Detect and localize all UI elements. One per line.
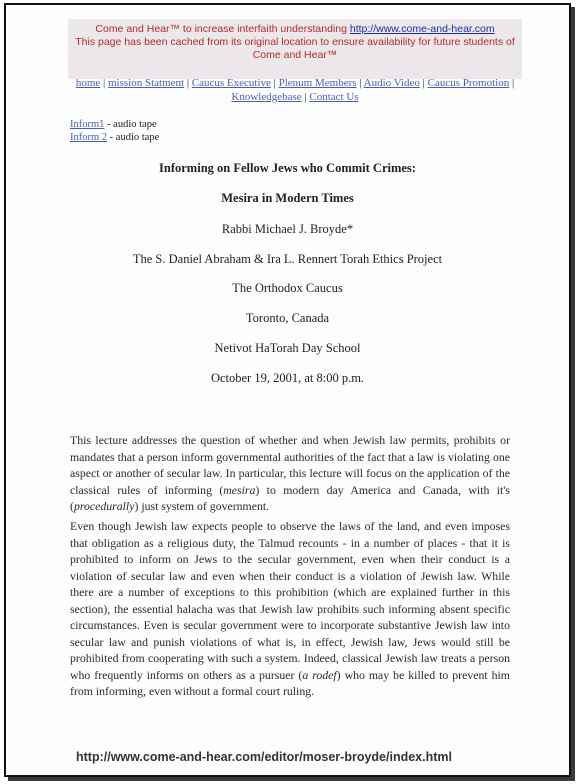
lecture-date: October 19, 2001, at 8:00 p.m. (210, 371, 365, 385)
audio-links (70, 118, 159, 144)
nav-plenum-members[interactable]: Plenum Members (278, 77, 357, 89)
nav-contact-us[interactable]: Contact Us (309, 91, 359, 103)
banner-link[interactable]: http://www.come-and-hear.com (349, 23, 495, 35)
text-run: ) just system of government. (134, 499, 270, 513)
banner-line-1 (68, 23, 522, 36)
lecture-title: Informing on Fellow Jews who Commit Crimes: (159, 161, 416, 175)
audio-link-1[interactable]: Inform1 (70, 119, 105, 130)
audio-label: - audio tape (104, 119, 157, 130)
paragraph-body (70, 518, 510, 700)
nav-knowledgebase[interactable]: Knowledgebase (231, 91, 302, 103)
italic-term: a rodef (302, 667, 337, 682)
audio-label: - audio tape (107, 132, 160, 143)
text-run: Even though Jewish law expects people to observe the laws of the land, and even imposes that obligation as a religious duty, the Talmud recounts - in a number of places - that it is prohibited to inform on Jews to the secular government, even when their conduct is a violation of secular law and even when their conduct is a violation of Jewish law. While there are a number of exceptions to this prohibition (which are explained further in this section), the essential halacha was that Jewish law prohibits such informing absent specific circumstances. Even is secular government were to incorporate substantive Jewish law into secular law and punish violations of what is, in effect, Jewish law, Jews would still be prohibited from cooperating with such a system. Indeed, classical Jewish law treats a person who frequently informs on others as a pursuer ( (70, 519, 510, 682)
nav-mission[interactable]: mission Statment (107, 77, 185, 89)
italic-term: mesira (223, 482, 256, 497)
nav-audio-video[interactable]: Audio Video (363, 77, 420, 89)
author: Rabbi Michael J. Broyde* (221, 222, 354, 236)
audio-item (70, 118, 159, 131)
project: The S. Daniel Abraham & Ira L. Rennert Torah Ethics Project (132, 252, 443, 266)
text-run: ) to modern day America and Canada, with it's ( (70, 482, 510, 513)
text-run: ) who may be killed to prevent him from informing, even without a formal court ruling. (70, 667, 510, 698)
banner-line-2: This page has been cached from its original location to ensure availability for future students of (75, 36, 515, 48)
site-nav: home | mission Statment | Caucus Executive | Plenum Members | Audio Video | Caucus Promotion | Knowledgebase | Contact Us (75, 77, 515, 103)
venue: Netivot HaTorah Day School (214, 341, 361, 355)
page-frame (4, 3, 571, 777)
cache-banner (68, 19, 522, 79)
nav-caucus-executive[interactable]: Caucus Executive (191, 77, 271, 89)
audio-item (70, 131, 159, 144)
lecture-subtitle: Mesira in Modern Times (221, 191, 354, 205)
footer-url[interactable]: http://www.come-and-hear.com/editor/moser-broyde/index.html (76, 750, 452, 764)
banner-line-3: Come and Hear™ (252, 49, 338, 61)
nav-caucus-promotion[interactable]: Caucus Promotion (427, 77, 510, 89)
text-run: This lecture addresses the question of whether and when Jewish law permits, prohibits or mandates that a person inform governmental authorities of the fact that a law is violating one aspect or another of secular law. In particular, this lecture will focus on the application of the classical rules of informing ( (70, 433, 510, 497)
italic-term: procedurally (73, 499, 135, 513)
location: Toronto, Canada (245, 311, 330, 325)
organization: The Orthodox Caucus (232, 281, 343, 295)
nav-home[interactable]: home (75, 77, 101, 89)
banner-text: Come and Hear™ to increase interfaith understanding (95, 23, 350, 35)
audio-link-2[interactable]: Inform 2 (70, 132, 108, 143)
paragraph-intro (70, 432, 510, 515)
